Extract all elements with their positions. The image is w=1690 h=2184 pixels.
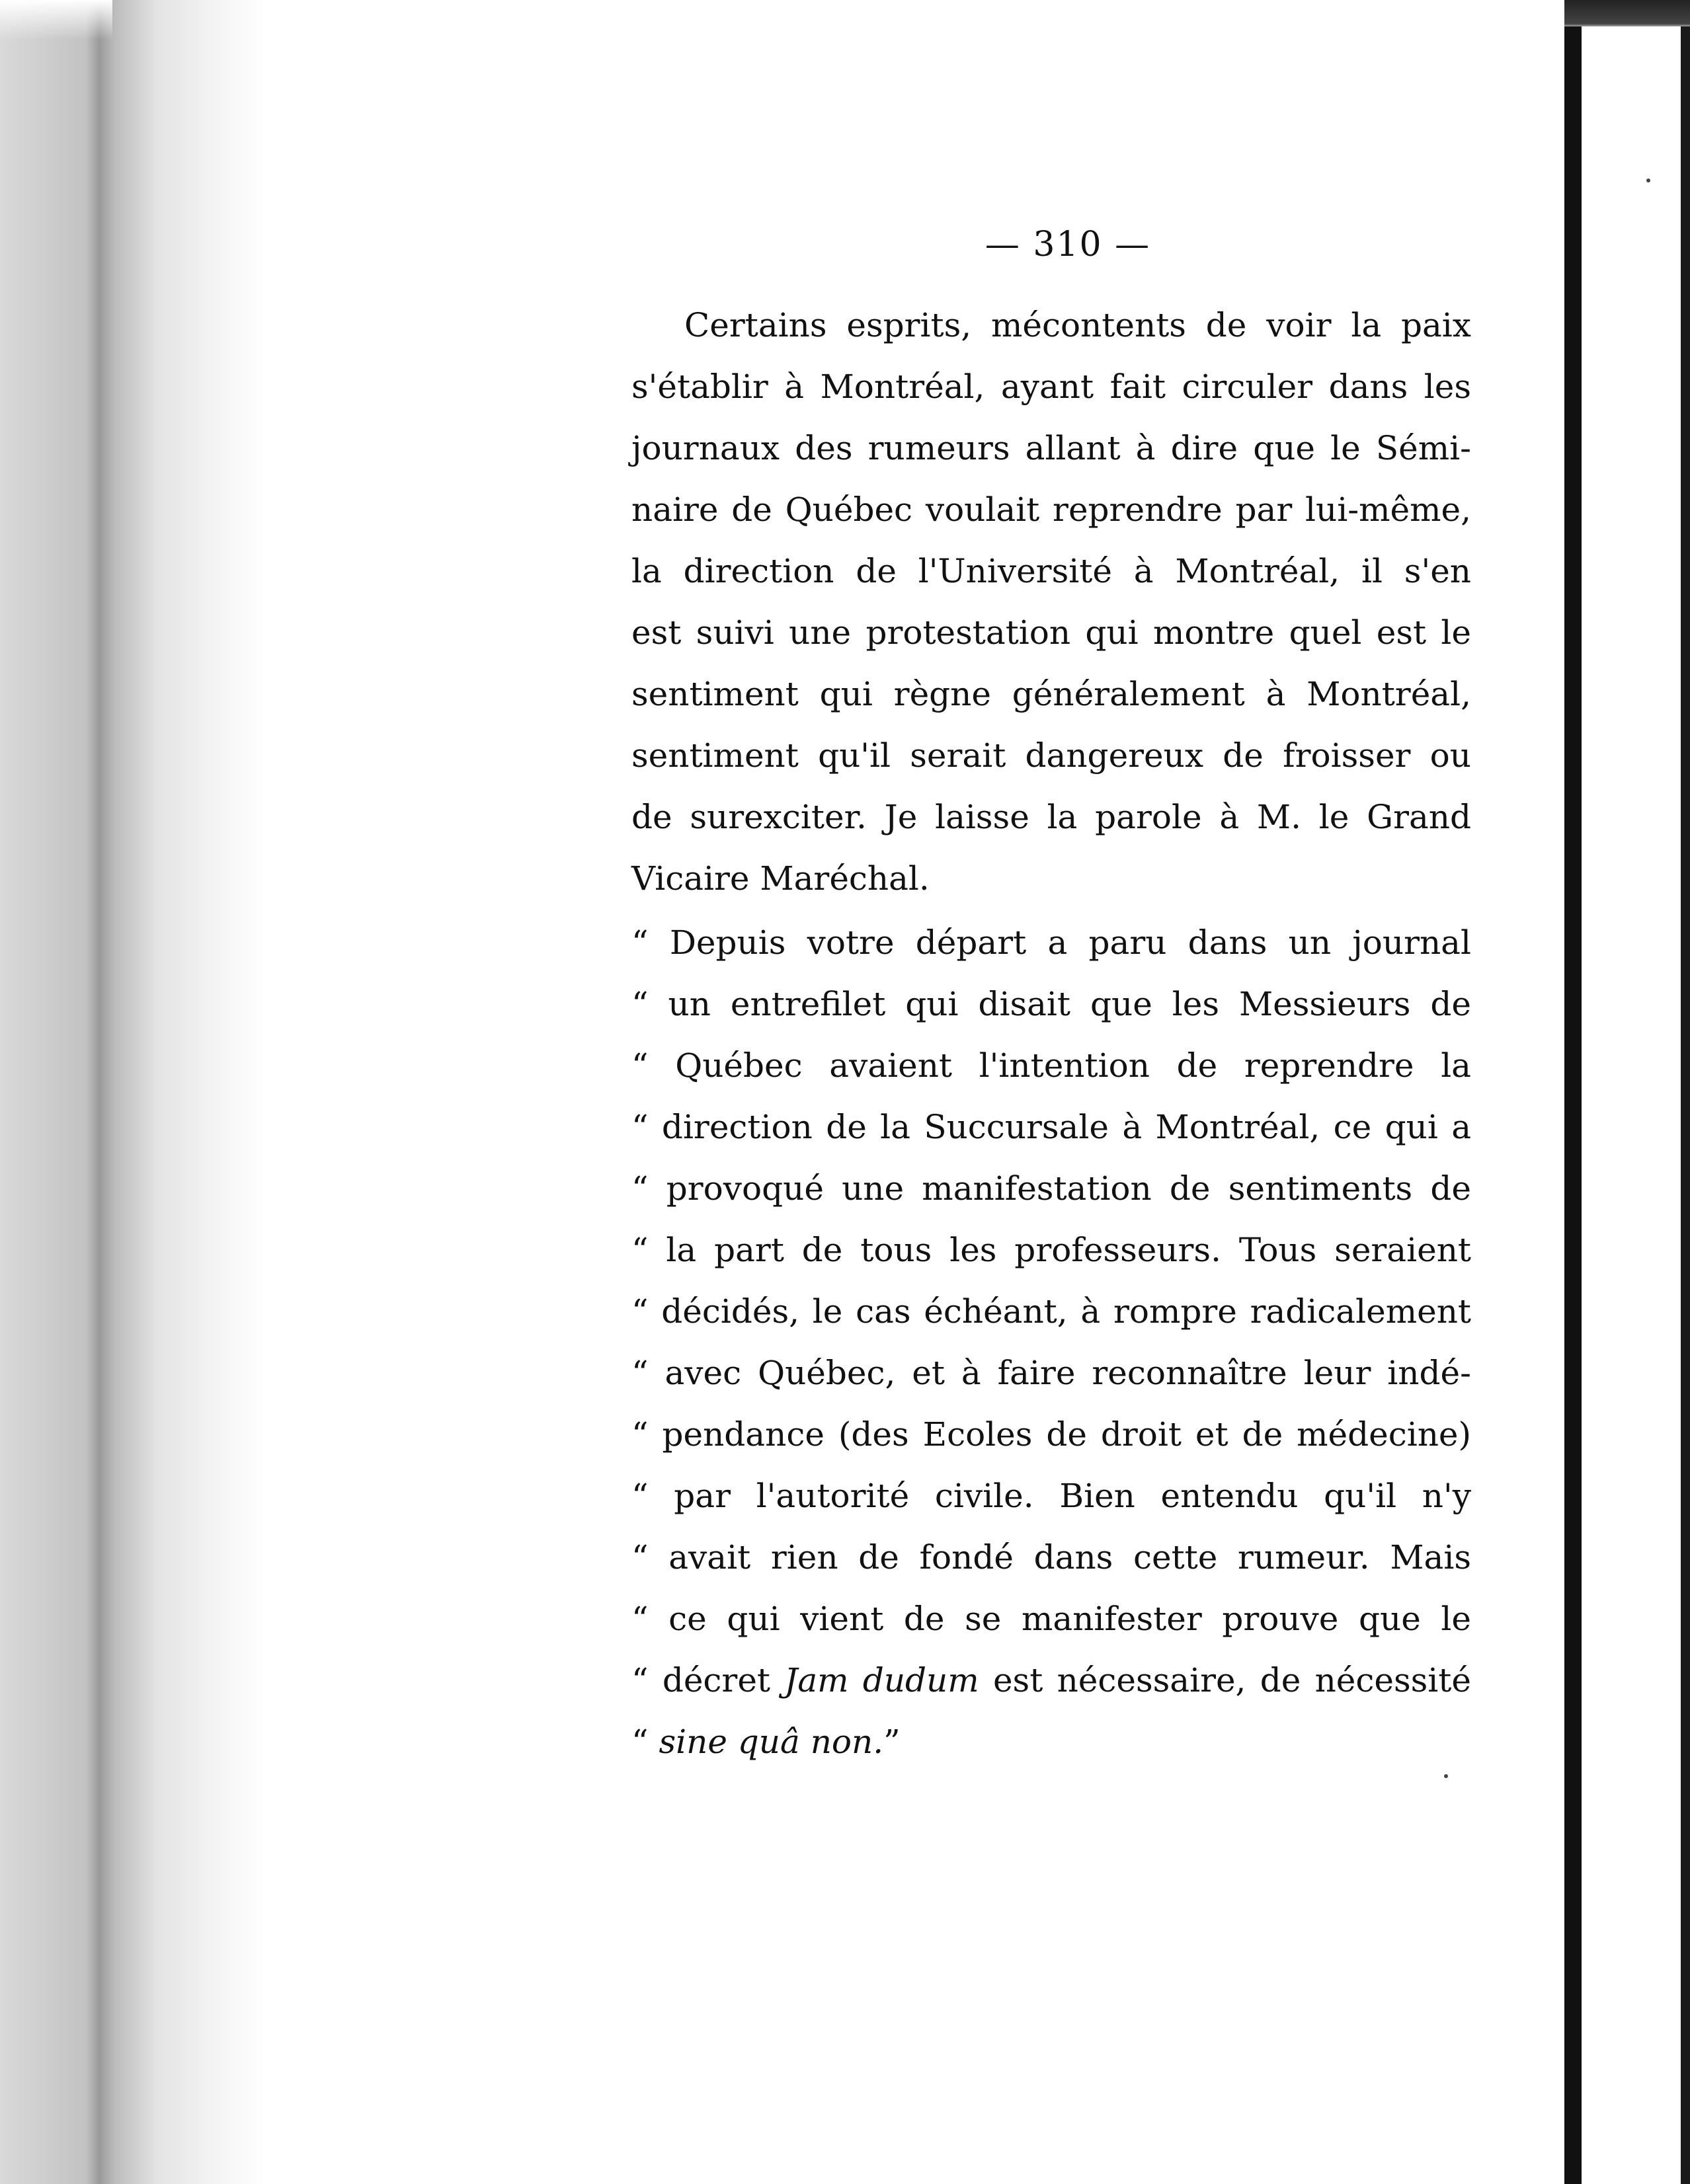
quote-line: “ un entrefilet qui disait que les Messieurs de: [631, 985, 1471, 1023]
quotation-block: [631, 912, 1471, 1773]
quote-line: “ Depuis votre départ a paru dans un journal: [631, 923, 1471, 962]
scan-border-right: [1564, 26, 1582, 2184]
quote-line: “ avec Québec, et à faire reconnaître leur indé-: [631, 1354, 1471, 1392]
gutter-highlight: [0, 0, 112, 40]
quote-line: “ pendance (des Ecoles de droit et de médecine): [631, 1415, 1471, 1454]
scan-border-top: [1564, 0, 1690, 29]
book-gutter-shadow: [0, 0, 264, 2184]
quote-line: “ par l'autorité civile. Bien entendu qu'il n'y: [631, 1477, 1471, 1515]
text-line: journaux des rumeurs allant à dire que le Sémi-: [631, 429, 1471, 467]
text-line: sentiment qui règne généralement à Montréal,: [631, 675, 1471, 713]
quote-line: “ ce qui vient de se manifester prouve que le: [631, 1600, 1471, 1638]
quote-line-final: [631, 1711, 1471, 1773]
paragraph-intro: [631, 295, 1471, 910]
text-line: la direction de l'Université à Montréal, il s'en: [631, 552, 1471, 590]
scan-speck: [1646, 178, 1650, 182]
quote-text: est nécessaire, de nécessité: [979, 1661, 1471, 1699]
adjacent-page-edge: [1582, 26, 1690, 2184]
text-line: Certains esprits, mécontents de voir la paix: [684, 306, 1471, 344]
quote-text: “ décret: [631, 1661, 785, 1699]
text-line: naire de Québec voulait reprendre par lui-même,: [631, 490, 1471, 529]
scan-speck: [1444, 1774, 1448, 1778]
quote-text: ”: [883, 1723, 901, 1761]
quote-text: “: [631, 1723, 659, 1761]
quote-line: “ décidés, le cas échéant, à rompre radicalement: [631, 1292, 1471, 1331]
text-line: Vicaire Maréchal.: [631, 859, 930, 898]
page-number: — 310 —: [985, 225, 1151, 264]
text-line: de surexciter. Je laisse la parole à M. le Grand: [631, 798, 1471, 836]
quote-line: “ provoqué une manifestation de sentiments de: [631, 1169, 1471, 1208]
text-line: sentiment qu'il serait dangereux de froisser ou: [631, 736, 1471, 775]
text-line: est suivi une protestation qui montre quel est le: [631, 613, 1471, 652]
quote-line: “ direction de la Succursale à Montréal, ce qui a: [631, 1108, 1471, 1146]
text-line: s'établir à Montréal, ayant fait circuler dans les: [631, 368, 1471, 406]
quote-line: “ avait rien de fondé dans cette rumeur. Mais: [631, 1538, 1471, 1577]
page-content: [631, 218, 1471, 1773]
scan-border-edge: [1681, 26, 1690, 2184]
quote-line-decret: [631, 1650, 1471, 1711]
latin-phrase: sine quâ non.: [659, 1723, 884, 1761]
quote-line: “ la part de tous les professeurs. Tous seraient: [631, 1231, 1471, 1269]
quote-line: “ Québec avaient l'intention de reprendre la: [631, 1046, 1471, 1085]
latin-phrase: Jam dudum: [784, 1661, 979, 1699]
